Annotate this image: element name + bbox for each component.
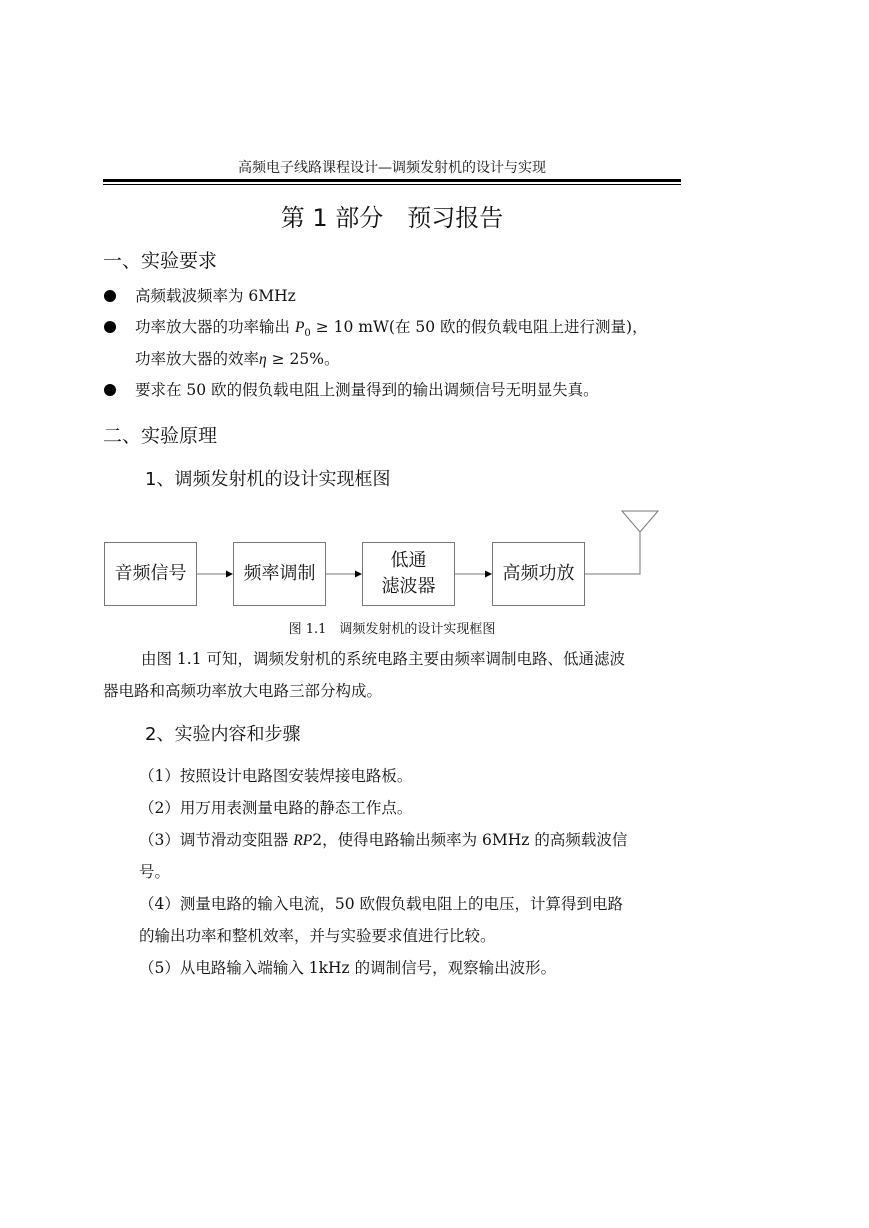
figure-caption: 图 1.1 调频发射机的设计实现框图 (288, 622, 496, 637)
arrowhead-icon (226, 571, 233, 578)
step-3: （3）调节滑动变阻器 RP2，使得电路输出频率为 6MHz 的高频载波信 (139, 831, 628, 849)
arrowhead-icon (355, 571, 362, 578)
requirement-2-line1: 功率放大器的功率输出 $P_0 \ge 10$ mW(在 50 欧的假负载电阻上进行测量)， (135, 318, 648, 340)
part-title: 第 1 部分 预习报告 (280, 204, 504, 232)
antenna-feed-line (585, 532, 640, 574)
step-1: （1）按照设计电路图安装焊接电路板。 (139, 767, 413, 785)
requirement-3: 要求在 50 欧的假负载电阻上测量得到的输出调频信号无明显失真。 (135, 381, 599, 399)
arrowhead-icon (485, 571, 492, 578)
step-4-line2: 的输出功率和整机效率，并与实验要求值进行比较。 (139, 927, 496, 945)
block-lowpass-filter: 低通 滤波器 (362, 542, 455, 606)
step-4-line1: （4）测量电路的输入电流，50 欧假负载电阻上的电压，计算得到电路 (139, 895, 624, 913)
power-symbol: P (294, 319, 305, 336)
block-frequency-modulation: 频率调制 (233, 542, 326, 606)
section1-heading: 一、实验要求 (103, 250, 218, 272)
step-5: （5）从电路输入端输入 1kHz 的调制信号，观察输出波形。 (139, 959, 557, 977)
requirement-2-line2: 功率放大器的效率η ≥ 25%。 (135, 350, 340, 368)
block-hf-power-amp: 高频功放 (492, 542, 585, 606)
step-3-continued: 号。 (139, 863, 171, 881)
subsection-diagram-heading: 1、调频发射机的设计实现框图 (145, 469, 391, 490)
running-header: 高频电子线路课程设计—调频发射机的设计与实现 (238, 160, 546, 176)
efficiency-symbol: η (259, 351, 267, 368)
rp-symbol: RP (293, 832, 313, 849)
explanation-line1: 由图 1.1 可知，调频发射机的系统电路主要由频率调制电路、低通滤波 (141, 650, 626, 668)
section2-heading: 二、实验原理 (103, 425, 218, 447)
block-audio-signal: 音频信号 (104, 542, 197, 606)
explanation-line2: 器电路和高频功率放大电路三部分构成。 (103, 682, 383, 700)
step-2: （2）用万用表测量电路的静态工作点。 (139, 799, 413, 817)
subsection-steps-heading: 2、实验内容和步骤 (145, 724, 301, 745)
antenna-icon (622, 511, 658, 532)
requirement-1: 高频载波频率为 6MHz (135, 287, 296, 305)
